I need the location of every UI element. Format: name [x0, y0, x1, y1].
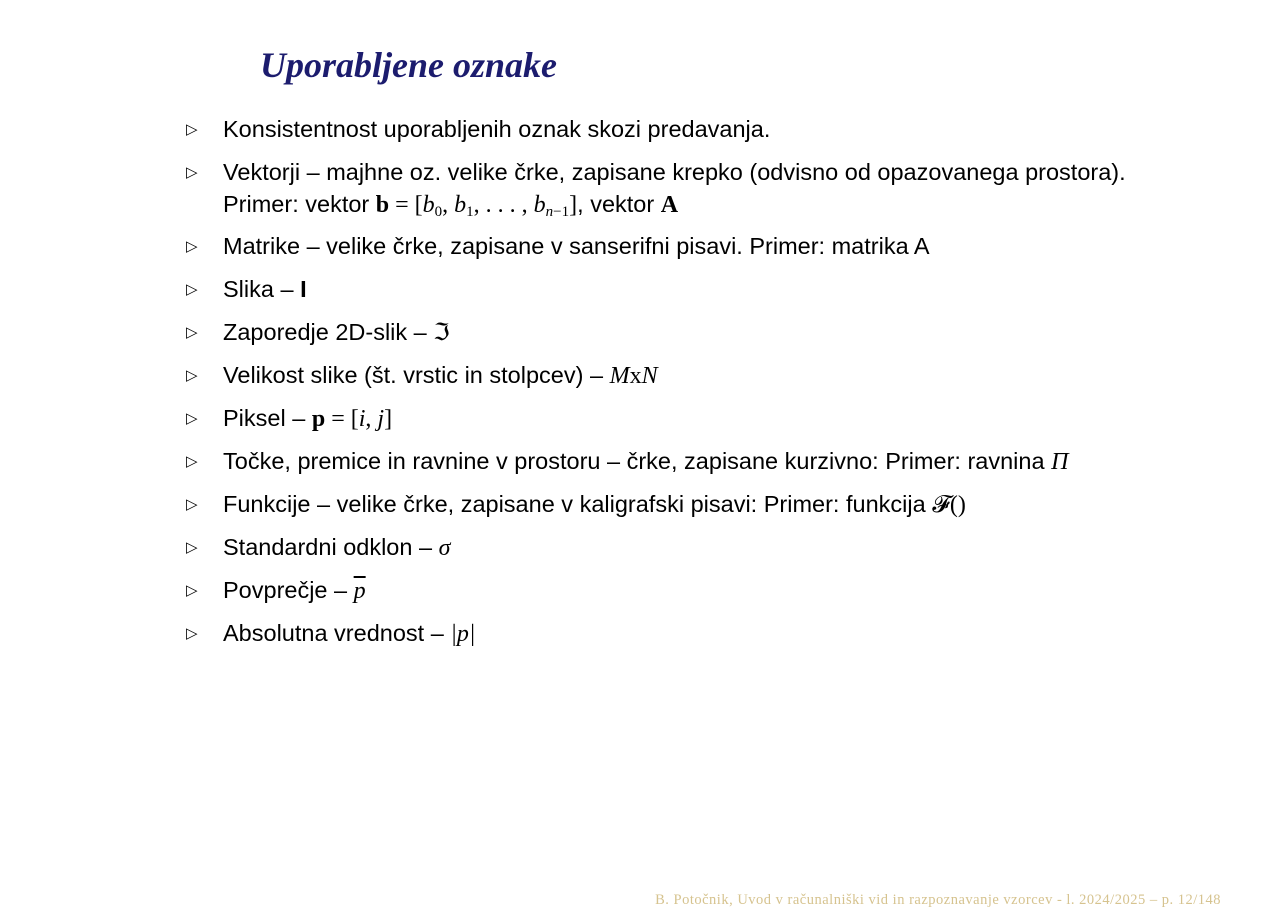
item-text-image	[223, 273, 1126, 305]
slide-footer: B. Potočnik, Uvod v računalniški vid in razpoznavanje vzorcev - l. 2024/2025 – p. 12/148	[655, 892, 1221, 908]
image-symbol: I	[300, 276, 307, 302]
triangle-bullet-icon: ▷	[186, 324, 198, 341]
list-item	[186, 316, 1126, 350]
list-item	[186, 359, 1126, 393]
item-text-pixel	[223, 402, 1126, 435]
item-text-stddev	[223, 531, 1126, 564]
triangle-bullet-icon: ▷	[186, 539, 198, 556]
item-text: Povprečje –	[223, 577, 354, 603]
vector-formula: $b = [b_0$, $b_1$, . . . , $b_{n-1}$]	[375, 192, 578, 220]
item-text: Zaporedje 2D-slik –	[223, 319, 434, 345]
image-sequence-symbol: ℑ	[433, 318, 450, 346]
list-item	[186, 230, 1126, 264]
item-text-size	[223, 359, 1126, 392]
item-text-after: , vektor	[577, 191, 661, 217]
item-text: Piksel –	[223, 405, 312, 431]
item-text-sequence	[223, 316, 1126, 348]
triangle-bullet-icon: ▷	[186, 281, 198, 298]
item-text: Funkcije – velike črke, zapisane v kaligrafski pisavi: Primer: funkcija	[223, 491, 933, 517]
notation-list	[186, 113, 1126, 660]
slide-title: Uporabljene oznake	[260, 45, 557, 85]
function-symbol: 𝓕()	[932, 492, 966, 518]
item-text-functions	[223, 488, 1126, 521]
list-item	[186, 617, 1126, 651]
triangle-bullet-icon: ▷	[186, 238, 198, 255]
item-text-vectors	[223, 156, 1126, 221]
matrix-symbol: A	[913, 233, 930, 259]
item-text: Slika –	[223, 276, 301, 302]
item-text-points	[223, 445, 1126, 478]
item-text: Vektorji – majhne oz. velike črke, zapisane krepko (odvisno od opazovanega prostora). Primer: vektor	[223, 159, 1126, 217]
item-text: Konsistentnost uporabljenih oznak skozi predavanja.	[223, 116, 771, 142]
list-item	[186, 488, 1126, 522]
mean-symbol: $\overline{p}$	[353, 578, 366, 604]
item-text-mean	[223, 574, 1126, 607]
list-item	[186, 531, 1126, 565]
list-item	[186, 156, 1126, 221]
triangle-bullet-icon: ▷	[186, 164, 198, 181]
triangle-bullet-icon: ▷	[186, 410, 198, 427]
vector-symbol: A	[660, 192, 679, 218]
item-text-matrix	[223, 230, 1126, 262]
item-text: Standardni odklon –	[223, 534, 439, 560]
pixel-formula: p = [i, j]	[311, 406, 393, 432]
image-size-formula: MxN	[609, 363, 658, 389]
sigma-symbol: σ	[438, 535, 451, 561]
list-item	[186, 574, 1126, 608]
list-item	[186, 445, 1126, 479]
list-item	[186, 402, 1126, 436]
item-text-abs	[223, 617, 1126, 650]
item-text: Točke, premice in ravnine v prostoru – črke, zapisane kurzivno: Primer: ravnina	[223, 448, 1052, 474]
triangle-bullet-icon: ▷	[186, 367, 198, 384]
list-item	[186, 113, 1126, 147]
triangle-bullet-icon: ▷	[186, 121, 198, 138]
triangle-bullet-icon: ▷	[186, 453, 198, 470]
triangle-bullet-icon: ▷	[186, 496, 198, 513]
item-text: Absolutna vrednost –	[223, 620, 451, 646]
triangle-bullet-icon: ▷	[186, 582, 198, 599]
item-text: Matrike – velike črke, zapisane v sanserifni pisavi. Primer: matrika	[223, 233, 914, 259]
item-text: Velikost slike (št. vrstic in stolpcev) –	[223, 362, 610, 388]
plane-symbol: Π	[1051, 449, 1069, 475]
absolute-value-symbol: |p|	[450, 621, 476, 647]
list-item	[186, 273, 1126, 307]
triangle-bullet-icon: ▷	[186, 625, 198, 642]
